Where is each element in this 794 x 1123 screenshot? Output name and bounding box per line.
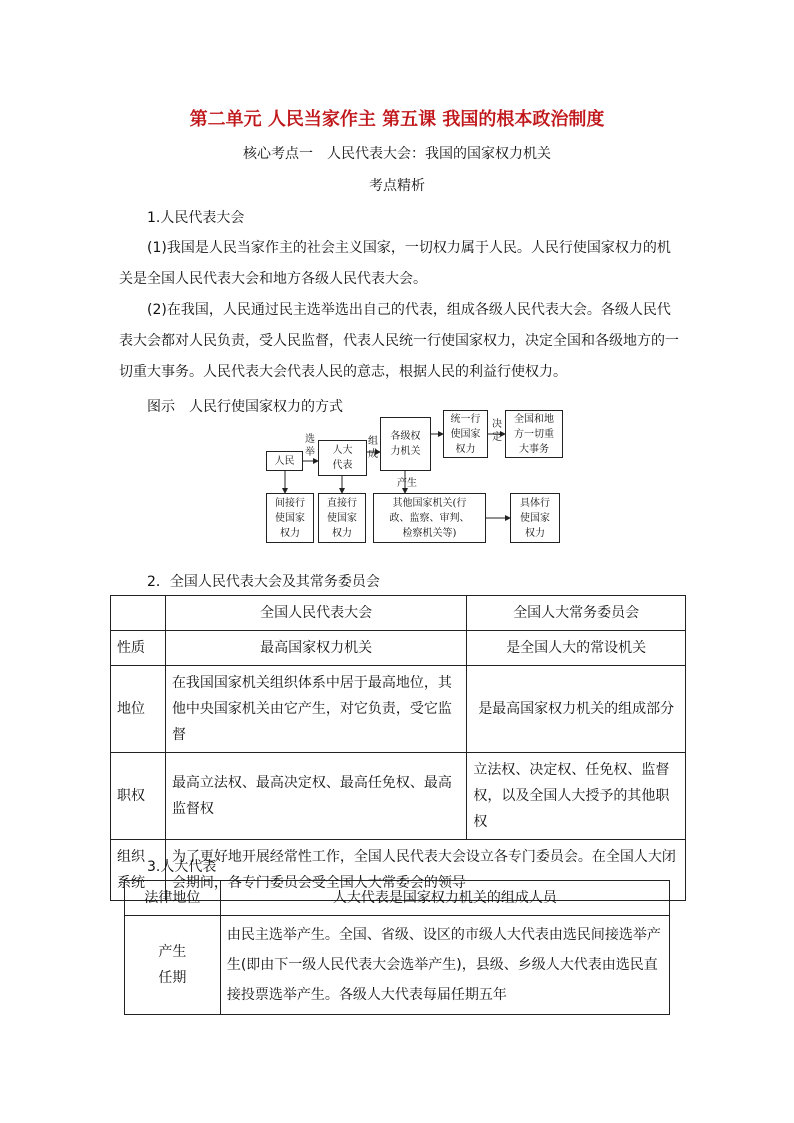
table-corner — [111, 596, 166, 631]
row-label-status: 地位 — [111, 666, 166, 753]
label-elect-2: 举 — [305, 447, 315, 458]
unified-line-1: 统一行 — [450, 413, 481, 425]
decide-all-line-1: 全国和地 — [514, 413, 554, 425]
concrete-line-2: 使国家 — [520, 512, 550, 524]
direct-box — [318, 493, 366, 543]
deputies-line-1: 人大 — [332, 445, 353, 456]
decide-all-line-2: 方一切重 — [514, 428, 554, 440]
unified-box — [443, 410, 488, 458]
label-form-2: 成 — [368, 449, 378, 460]
subtitle: 核心考点一 人民代表大会：我国的国家权力机关 — [243, 146, 551, 162]
term-text: 由民主选举产生。全国、省级、设区的市级人大代表由选民间接选举产生(即由下一级人民代表大会选举产生)，县级、乡级人大代表由选民直接投票选举产生。各级人大代表每届任期五年 — [220, 916, 669, 1015]
term-label-2: 任期 — [158, 970, 187, 986]
unified-line-2: 使国家 — [450, 428, 481, 440]
other-organs-line-1: 其他国家机关(行 — [392, 497, 467, 509]
decide-all-line-3: 大事务 — [519, 443, 549, 455]
indirect-line-2: 使国家 — [275, 512, 305, 524]
power-flow-diagram — [260, 405, 580, 555]
term-label-1: 产生 — [158, 944, 187, 960]
deputies-box — [318, 440, 367, 476]
org-label-1: 组织 — [117, 849, 145, 865]
unified-line-3: 权力 — [455, 443, 476, 455]
table-row — [111, 753, 686, 840]
section-1-heading: 1.人民代表大会 — [147, 210, 245, 226]
organization-text: 为了更好地开展经常性工作，全国人民代表大会设立各专门委员会。在全国人大闭会期间，各专门委员会受全国人大常委会的领导 — [165, 840, 685, 901]
people-box — [266, 451, 303, 471]
indirect-line-3: 权力 — [280, 527, 300, 539]
direct-line-3: 权力 — [332, 527, 352, 539]
other-organs-line-2: 政、监察、审判、 — [389, 512, 470, 524]
sc-nature: 是全国人大的常设机关 — [467, 631, 686, 666]
organs-line-2: 力机关 — [390, 446, 421, 457]
paragraph-2-line-3: 切重大事务。人民代表大会代表人民的意志，根据人民的利益行使权力。 — [119, 364, 567, 380]
section-label: 考点精析 — [369, 178, 425, 194]
concrete-line-1: 具体行 — [520, 497, 550, 509]
organs-line-1: 各级权 — [390, 431, 421, 442]
header-standing-committee: 全国人大常务委员会 — [467, 596, 686, 631]
label-form — [367, 435, 379, 461]
table-row — [111, 631, 686, 666]
header-npc: 全国人民代表大会 — [165, 596, 466, 631]
deputies-table — [124, 880, 670, 1015]
indirect-box — [266, 493, 314, 543]
paragraph-2-line-2: 表大会都对人民负责，受人民监督，代表人民统一行使国家权力，决定全国和各级地方的一 — [119, 333, 679, 349]
label-elect-1: 选 — [305, 434, 315, 445]
paragraph-1-line-1: (1)我国是人民当家作主的社会主义国家，一切权力属于人民。人民行使国家权力的机 — [147, 240, 671, 256]
other-organs-box — [373, 493, 486, 543]
table-row — [111, 666, 686, 753]
term-label — [125, 916, 221, 1015]
legal-status-label: 法律地位 — [125, 881, 221, 916]
people-label: 人民 — [274, 455, 295, 467]
npc-powers: 最高立法权、最高决定权、最高任免权、最高监督权 — [165, 753, 466, 840]
sc-status: 是最高国家权力机关的组成部分 — [467, 666, 686, 753]
row-label-powers: 职权 — [111, 753, 166, 840]
row-label-nature: 性质 — [111, 631, 166, 666]
label-elect — [304, 433, 316, 459]
concrete-line-3: 权力 — [525, 527, 545, 539]
sc-powers: 立法权、决定权、任免权、监督权，以及全国人大授予的其他职权 — [467, 753, 686, 840]
figure-caption: 图示 人民行使国家权力的方式 — [147, 399, 343, 415]
label-decide-1: 决 — [492, 419, 502, 430]
table-row — [125, 916, 670, 1015]
deputies-line-2: 代表 — [332, 460, 353, 471]
npc-status: 在我国国家机关组织体系中居于最高地位，其他中央国家机关由它产生，对它负责，受它监督 — [165, 666, 466, 753]
section-3-heading: 3.人大代表 — [147, 859, 217, 875]
section-2-heading: 2．全国人民代表大会及其常务委员会 — [147, 574, 380, 590]
org-label-2: 系统 — [117, 875, 145, 891]
label-form-1: 组 — [368, 436, 378, 447]
label-decide — [491, 418, 503, 444]
indirect-line-1: 间接行 — [275, 497, 305, 509]
table-row — [125, 881, 670, 916]
direct-line-1: 直接行 — [327, 497, 357, 509]
legal-status-text: 人大代表是国家权力机关的组成人员 — [220, 881, 669, 916]
paragraph-1-line-2: 关是全国人民代表大会和地方各级人民代表大会。 — [119, 271, 427, 287]
label-decide-2: 定 — [492, 432, 502, 443]
label-produce: 产生 — [397, 478, 417, 489]
decide-all-box — [505, 410, 563, 458]
direct-line-2: 使国家 — [327, 512, 357, 524]
other-organs-line-3: 检察机关等) — [402, 527, 457, 539]
organs-box — [380, 417, 431, 471]
paragraph-2-line-1: (2)在我国，人民通过民主选举选出自己的代表，组成各级人民代表大会。各级人民代 — [147, 302, 671, 318]
page-title: 第二单元 人民当家作主 第五课 我国的根本政治制度 — [189, 109, 605, 130]
table-row — [111, 596, 686, 631]
concrete-box — [510, 493, 560, 543]
npc-nature: 最高国家权力机关 — [165, 631, 466, 666]
